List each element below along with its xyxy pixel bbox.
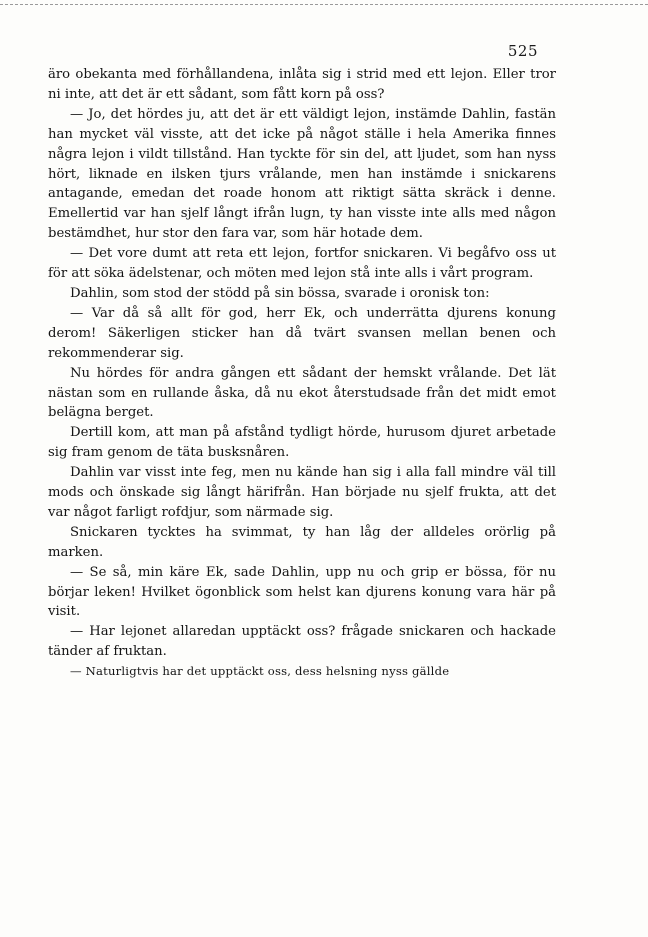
paragraph: — Var då så allt för god, herr Ek, och underrätta djurens konung derom! Säkerligen sticker han då tvärt svansen mellan benen och rekommenderar sig.: [48, 305, 556, 361]
paragraph: Dahlin var visst inte feg, men nu kände han sig i alla fall mindre väl till mods och önskade sig långt härifrån. Han började nu sjelf frukta, att det var något farligt rofdjur, som närmade sig.: [48, 465, 556, 520]
paragraph: — Det vore dumt att reta ett lejon, fortfor snickaren. Vi begåfvo oss ut för att söka ädelstenar, och möten med lejon stå inte alls i vårt program.: [48, 246, 556, 282]
paragraph: — Har lejonet allaredan upptäckt oss? frågade snickaren och hackade tänder af fruktan.: [48, 624, 556, 660]
paragraph: Nu hördes för andra gången ett sådant der hemskt vrålande. Det lät nästan som en rullande åska, då nu ekot återstudsade från det midt emot belägna berget.: [48, 365, 556, 421]
paragraph: Dahlin, som stod der stödd på sin bössa, svarade i oronisk ton:: [70, 285, 490, 301]
page-top-edge: [0, 4, 648, 5]
page-text: [48, 65, 556, 682]
paragraph: — Naturligtvis har det upptäckt oss, dess helsning nyss gällde: [70, 664, 450, 679]
paragraph: — Se så, min käre Ek, sade Dahlin, upp nu och grip er bössa, för nu börjar leken! Hvilket ögonblick som helst kan djurens konung vara här på visit.: [48, 564, 556, 620]
page-number: 525: [507, 42, 538, 60]
paragraph: äro obekanta med förhållandena, inlåta sig i strid med ett lejon. Eller tror ni inte, att det är ett sådant, som fått korn på oss?: [48, 67, 556, 102]
paragraph: Snickaren tycktes ha svimmat, ty han låg der alldeles orörlig på marken.: [48, 524, 556, 560]
paragraph: — Jo, det hördes ju, att det är ett väldigt lejon, instämde Dahlin, fastän han mycket väl visste, att det icke på något ställe i hela Amerika finnes några lejon i vildt tillstånd. Han tyckte för sin del, att ljudet, som han nyss hört, liknade en ilsken tjurs vrålande, men han instämde i snickarens antagande, emedan det roade honom att riktigt sätta skräck i denne. Emellertid var han sjelf långt ifrån lugn, ty han visste inte alls med någon bestämdhet, hur stor den fara var, som här hotade dem.: [48, 106, 556, 242]
paragraph: Dertill kom, att man på afstånd tydligt hörde, hurusom djuret arbetade sig fram genom de täta busksnåren.: [48, 425, 556, 461]
